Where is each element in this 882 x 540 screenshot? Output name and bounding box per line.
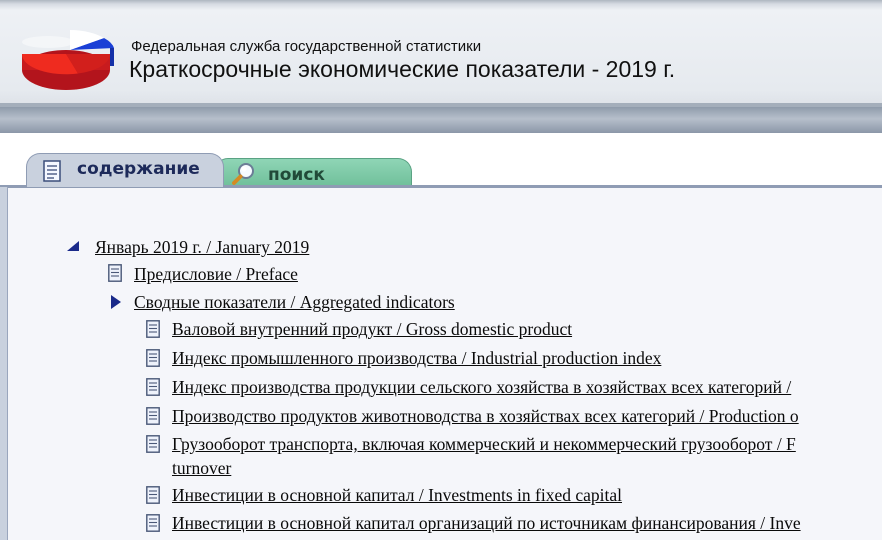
panel-left-edge bbox=[0, 187, 8, 540]
collapse-triangle-icon[interactable] bbox=[66, 240, 80, 252]
document-icon bbox=[146, 514, 160, 532]
expand-triangle-icon[interactable] bbox=[110, 294, 122, 310]
tree-item-indicator[interactable] bbox=[172, 483, 622, 507]
pie-chart-logo bbox=[18, 18, 118, 98]
indicator-link[interactable]: Индекс производства продукции сельского хозяйства в хозяйствах всех категорий / bbox=[172, 377, 792, 397]
tab-contents[interactable] bbox=[26, 153, 224, 187]
tab-contents-label: содержание bbox=[77, 159, 200, 179]
tree-item-indicator[interactable] bbox=[172, 404, 799, 428]
indicator-link[interactable]: Инвестиции в основной капитал организаций по источникам финансирования / Inve bbox=[172, 513, 801, 533]
indicator-link[interactable]: Производство продуктов животноводства в хозяйствах всех категорий / Production o bbox=[172, 406, 799, 426]
tab-search-label: поиск bbox=[268, 165, 325, 185]
preface-link[interactable]: Предисловие / Preface bbox=[134, 264, 298, 284]
document-icon bbox=[146, 435, 160, 453]
indicator-link[interactable]: Индекс промышленного производства / Industrial production index bbox=[172, 348, 662, 368]
tree-item-indicator[interactable] bbox=[172, 375, 791, 399]
tree-item-indicator[interactable] bbox=[172, 317, 572, 341]
document-icon bbox=[146, 407, 160, 425]
agency-name: Федеральная служба государственной статистики bbox=[131, 38, 482, 55]
tree-item-indicator[interactable] bbox=[172, 346, 661, 370]
page-title: Краткосрочные экономические показатели - 2019 г. bbox=[129, 56, 676, 82]
aggregated-link[interactable]: Сводные показатели / Aggregated indicators bbox=[134, 292, 455, 312]
tree-item-indicator[interactable] bbox=[172, 511, 801, 535]
tree-item-indicator[interactable] bbox=[172, 432, 796, 480]
site-header bbox=[0, 0, 882, 133]
indicator-link-continuation[interactable]: turnover bbox=[172, 458, 232, 478]
indicator-link[interactable]: Грузооборот транспорта, включая коммерческий и некоммерческий грузооборот / F bbox=[172, 434, 796, 454]
document-icon bbox=[146, 320, 160, 338]
tree-root[interactable] bbox=[95, 235, 309, 259]
indicator-link[interactable]: Инвестиции в основной капитал / Investments in fixed capital bbox=[172, 485, 622, 505]
tab-bar bbox=[0, 133, 882, 187]
magnifier-icon bbox=[231, 161, 257, 187]
tab-search[interactable] bbox=[214, 158, 412, 187]
tree-item-preface[interactable] bbox=[134, 262, 298, 286]
header-band bbox=[0, 107, 882, 133]
document-icon bbox=[43, 160, 61, 182]
document-icon bbox=[146, 378, 160, 396]
tree-root-link[interactable]: Январь 2019 г. / January 2019 bbox=[95, 237, 310, 257]
document-icon bbox=[146, 349, 160, 367]
document-icon bbox=[108, 264, 122, 282]
indicator-link[interactable]: Валовой внутренний продукт / Gross domestic product bbox=[172, 319, 573, 339]
document-icon bbox=[146, 486, 160, 504]
tree-item-aggregated[interactable] bbox=[134, 290, 455, 314]
